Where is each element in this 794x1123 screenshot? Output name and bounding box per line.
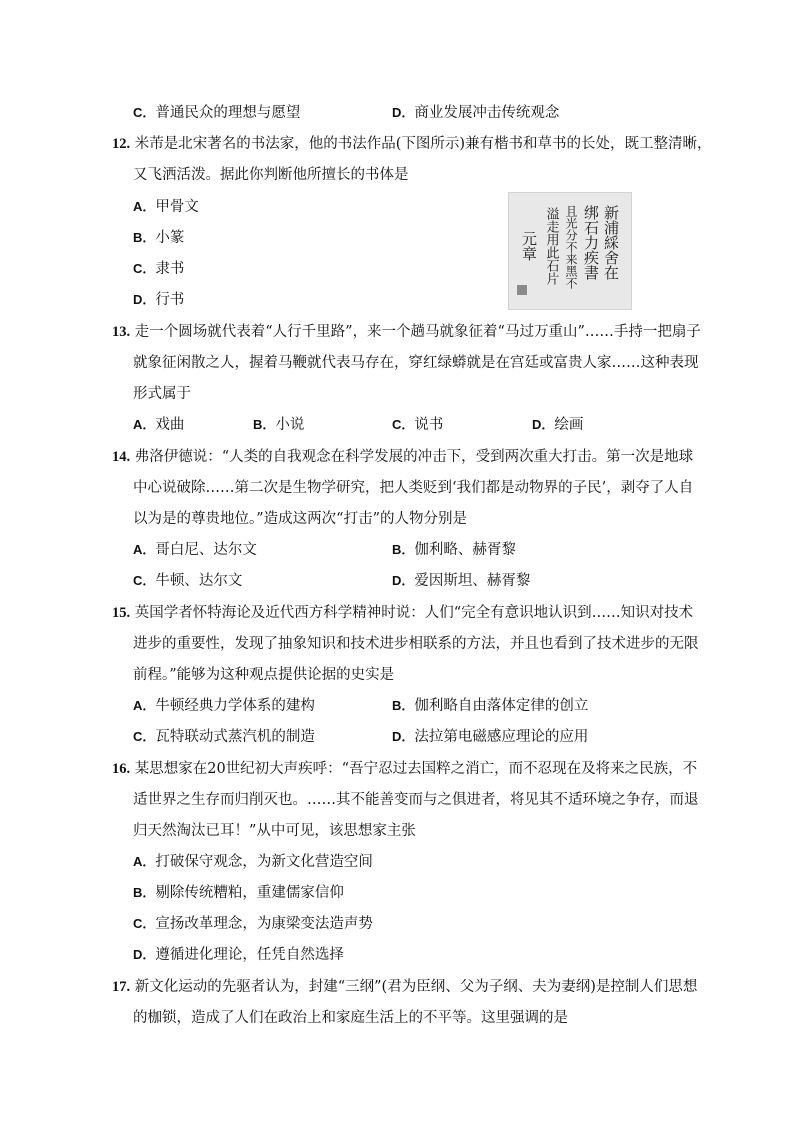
option-label: D． bbox=[392, 573, 415, 588]
q14-stem-line1 bbox=[112, 447, 693, 467]
option-text: 牛顿、达尔文 bbox=[155, 573, 243, 589]
option-label: C． bbox=[392, 417, 415, 432]
option-text: 剔除传统糟粕，重建儒家信仰 bbox=[155, 885, 344, 901]
q16-stem-line2: 适世界之生存而归削灭也。……其不能善变而与之俱进者，将见其不适环境之争存，而退 bbox=[133, 792, 699, 808]
question-text: 弗洛伊德说：“人类的自我观念在科学发展的冲击下，受到两次重大打击。第一次是地球 bbox=[134, 449, 694, 465]
q11-option-d bbox=[392, 103, 559, 123]
option-text: 牛顿经典力学体系的建构 bbox=[155, 698, 315, 714]
question-number: 13. bbox=[112, 324, 131, 340]
option-text: 宣扬改革理念，为康梁变法造声势 bbox=[155, 916, 373, 932]
calligraphy-col-3: 且光分不来黑不 bbox=[564, 205, 578, 289]
q12-option-a bbox=[133, 197, 199, 217]
option-text: 绘画 bbox=[554, 417, 584, 433]
q13-option-b bbox=[253, 415, 304, 435]
calligraphy-col-4: 溢走用此石片 bbox=[543, 207, 559, 285]
q17-stem-line2: 的枷锁，造成了人们在政治上和家庭生活上的不平等。这里强调的是 bbox=[133, 1010, 568, 1026]
option-text: 说书 bbox=[414, 417, 444, 433]
q12-stem-line1 bbox=[112, 134, 712, 154]
calligraphy-svg bbox=[509, 193, 631, 309]
q16-option-b bbox=[133, 883, 344, 903]
calligraphy-image bbox=[508, 192, 632, 310]
option-text: 哥白尼、达尔文 bbox=[155, 542, 257, 558]
question-number: 16. bbox=[112, 761, 131, 777]
q14-stem-line2: 中心说破除……第二次是生物学研究，把人类贬到‘我们都是动物界的子民’，剥夺了人自 bbox=[133, 480, 694, 496]
q13-option-d bbox=[532, 415, 583, 435]
q15-option-c bbox=[133, 727, 315, 747]
option-label: D． bbox=[532, 417, 555, 432]
calligraphy-col-2: 绑石力疾書 bbox=[582, 205, 600, 280]
option-label: C． bbox=[133, 105, 156, 120]
question-number: 14. bbox=[112, 449, 131, 465]
q15-stem-line1 bbox=[112, 603, 693, 623]
option-label: B． bbox=[392, 542, 415, 557]
q16-stem-line3: 归天然淘汰已耳！”从中可见，该思想家主张 bbox=[133, 823, 416, 839]
option-text: 行书 bbox=[155, 292, 185, 308]
option-text: 戏曲 bbox=[155, 417, 185, 433]
option-text: 遵循进化理论，任凭自然选择 bbox=[155, 947, 344, 963]
q14-option-d bbox=[392, 571, 530, 591]
option-label: C． bbox=[133, 729, 156, 744]
q16-stem-line1 bbox=[112, 759, 697, 779]
calligraphy-col-1: 新浦綵舍在 bbox=[602, 205, 620, 280]
option-text: 普通民众的理想与愿望 bbox=[155, 105, 301, 121]
q15-option-b bbox=[392, 696, 588, 716]
option-text: 法拉第电磁感应理论的应用 bbox=[414, 729, 589, 745]
question-text: 英国学者怀特海论及近代西方科学精神时说：人们“完全有意识地认识到……知识对技术 bbox=[134, 605, 694, 621]
option-label: A． bbox=[133, 698, 156, 713]
option-text: 伽利略、赫胥黎 bbox=[414, 542, 516, 558]
q14-stem-line3: 以为是的尊贵地位。”造成这两次“打击”的人物分别是 bbox=[133, 511, 467, 527]
option-text: 小说 bbox=[275, 417, 305, 433]
q17-stem-line1 bbox=[112, 977, 697, 997]
q15-stem-line2: 进步的重要性，发现了抽象知识和技术进步相联系的方法，并且也看到了技术进步的无限 bbox=[133, 636, 699, 652]
q12-stem-line2: 又飞洒活泼。据此你判断他所擅长的书体是 bbox=[133, 167, 409, 183]
q11-option-c bbox=[133, 103, 300, 123]
option-label: B． bbox=[392, 698, 415, 713]
q13-stem-line2: 就象征闲散之人，握着马鞭就代表马存在，穿红绿蟒就是在宫廷或富贵人家……这种表现 bbox=[133, 355, 699, 371]
option-label: B． bbox=[133, 885, 156, 900]
option-label: A． bbox=[133, 199, 156, 214]
question-number: 15. bbox=[112, 605, 131, 621]
q13-option-c bbox=[392, 415, 443, 435]
question-text: 某思想家在20世纪初大声疾呼：“吾宁忍过去国粹之消亡，而不忍现在及将来之民族，不 bbox=[134, 761, 698, 777]
question-text: 米芾是北宋著名的书法家，他的书法作品(下图所示)兼有楷书和草书的长处，既工整清晰， bbox=[134, 136, 712, 152]
option-label: A． bbox=[133, 854, 156, 869]
q12-option-c bbox=[133, 259, 184, 279]
option-label: A． bbox=[133, 417, 156, 432]
option-label: C． bbox=[133, 573, 156, 588]
option-label: D． bbox=[392, 105, 415, 120]
option-label: A． bbox=[133, 542, 156, 557]
option-label: D． bbox=[133, 947, 156, 962]
question-number: 12. bbox=[112, 136, 131, 152]
calligraphy-col-5: 元章 bbox=[520, 231, 538, 261]
option-label: B． bbox=[133, 230, 156, 245]
question-text: 新文化运动的先驱者认为，封建“三纲”(君为臣纲、父为子纲、夫为妻纲)是控制人们思想 bbox=[134, 979, 698, 995]
option-label: D． bbox=[392, 729, 415, 744]
option-text: 商业发展冲击传统观念 bbox=[414, 105, 560, 121]
q12-option-b bbox=[133, 228, 184, 248]
option-label: D． bbox=[133, 292, 156, 307]
option-text: 小篆 bbox=[155, 230, 185, 246]
option-text: 隶书 bbox=[155, 261, 185, 277]
q15-stem-line3: 前程。”能够为这种观点提供论据的史实是 bbox=[133, 667, 395, 683]
q14-option-b bbox=[392, 540, 516, 560]
question-number: 17. bbox=[112, 979, 131, 995]
option-label: C． bbox=[133, 916, 156, 931]
q13-stem-line3: 形式属于 bbox=[133, 386, 191, 402]
seal-stamp bbox=[517, 285, 527, 295]
q14-option-c bbox=[133, 571, 242, 591]
q16-option-a bbox=[133, 852, 373, 872]
q15-option-d bbox=[392, 727, 588, 747]
option-text: 甲骨文 bbox=[155, 199, 199, 215]
option-text: 爱因斯坦、赫胥黎 bbox=[414, 573, 531, 589]
option-text: 打破保守观念，为新文化营造空间 bbox=[155, 854, 373, 870]
q15-option-a bbox=[133, 696, 315, 716]
option-label: B． bbox=[253, 417, 276, 432]
option-label: C． bbox=[133, 261, 156, 276]
q14-option-a bbox=[133, 540, 257, 560]
q16-option-d bbox=[133, 945, 344, 965]
option-text: 伽利略自由落体定律的创立 bbox=[414, 698, 589, 714]
q12-option-d bbox=[133, 290, 184, 310]
q13-stem-line1 bbox=[112, 322, 701, 342]
question-text: 走一个圆场就代表着“人行千里路”，来一个趟马就象征着“马过万重山”……手持一把扇子 bbox=[134, 324, 701, 340]
option-text: 瓦特联动式蒸汽机的制造 bbox=[155, 729, 315, 745]
q16-option-c bbox=[133, 914, 373, 934]
q13-option-a bbox=[133, 415, 184, 435]
